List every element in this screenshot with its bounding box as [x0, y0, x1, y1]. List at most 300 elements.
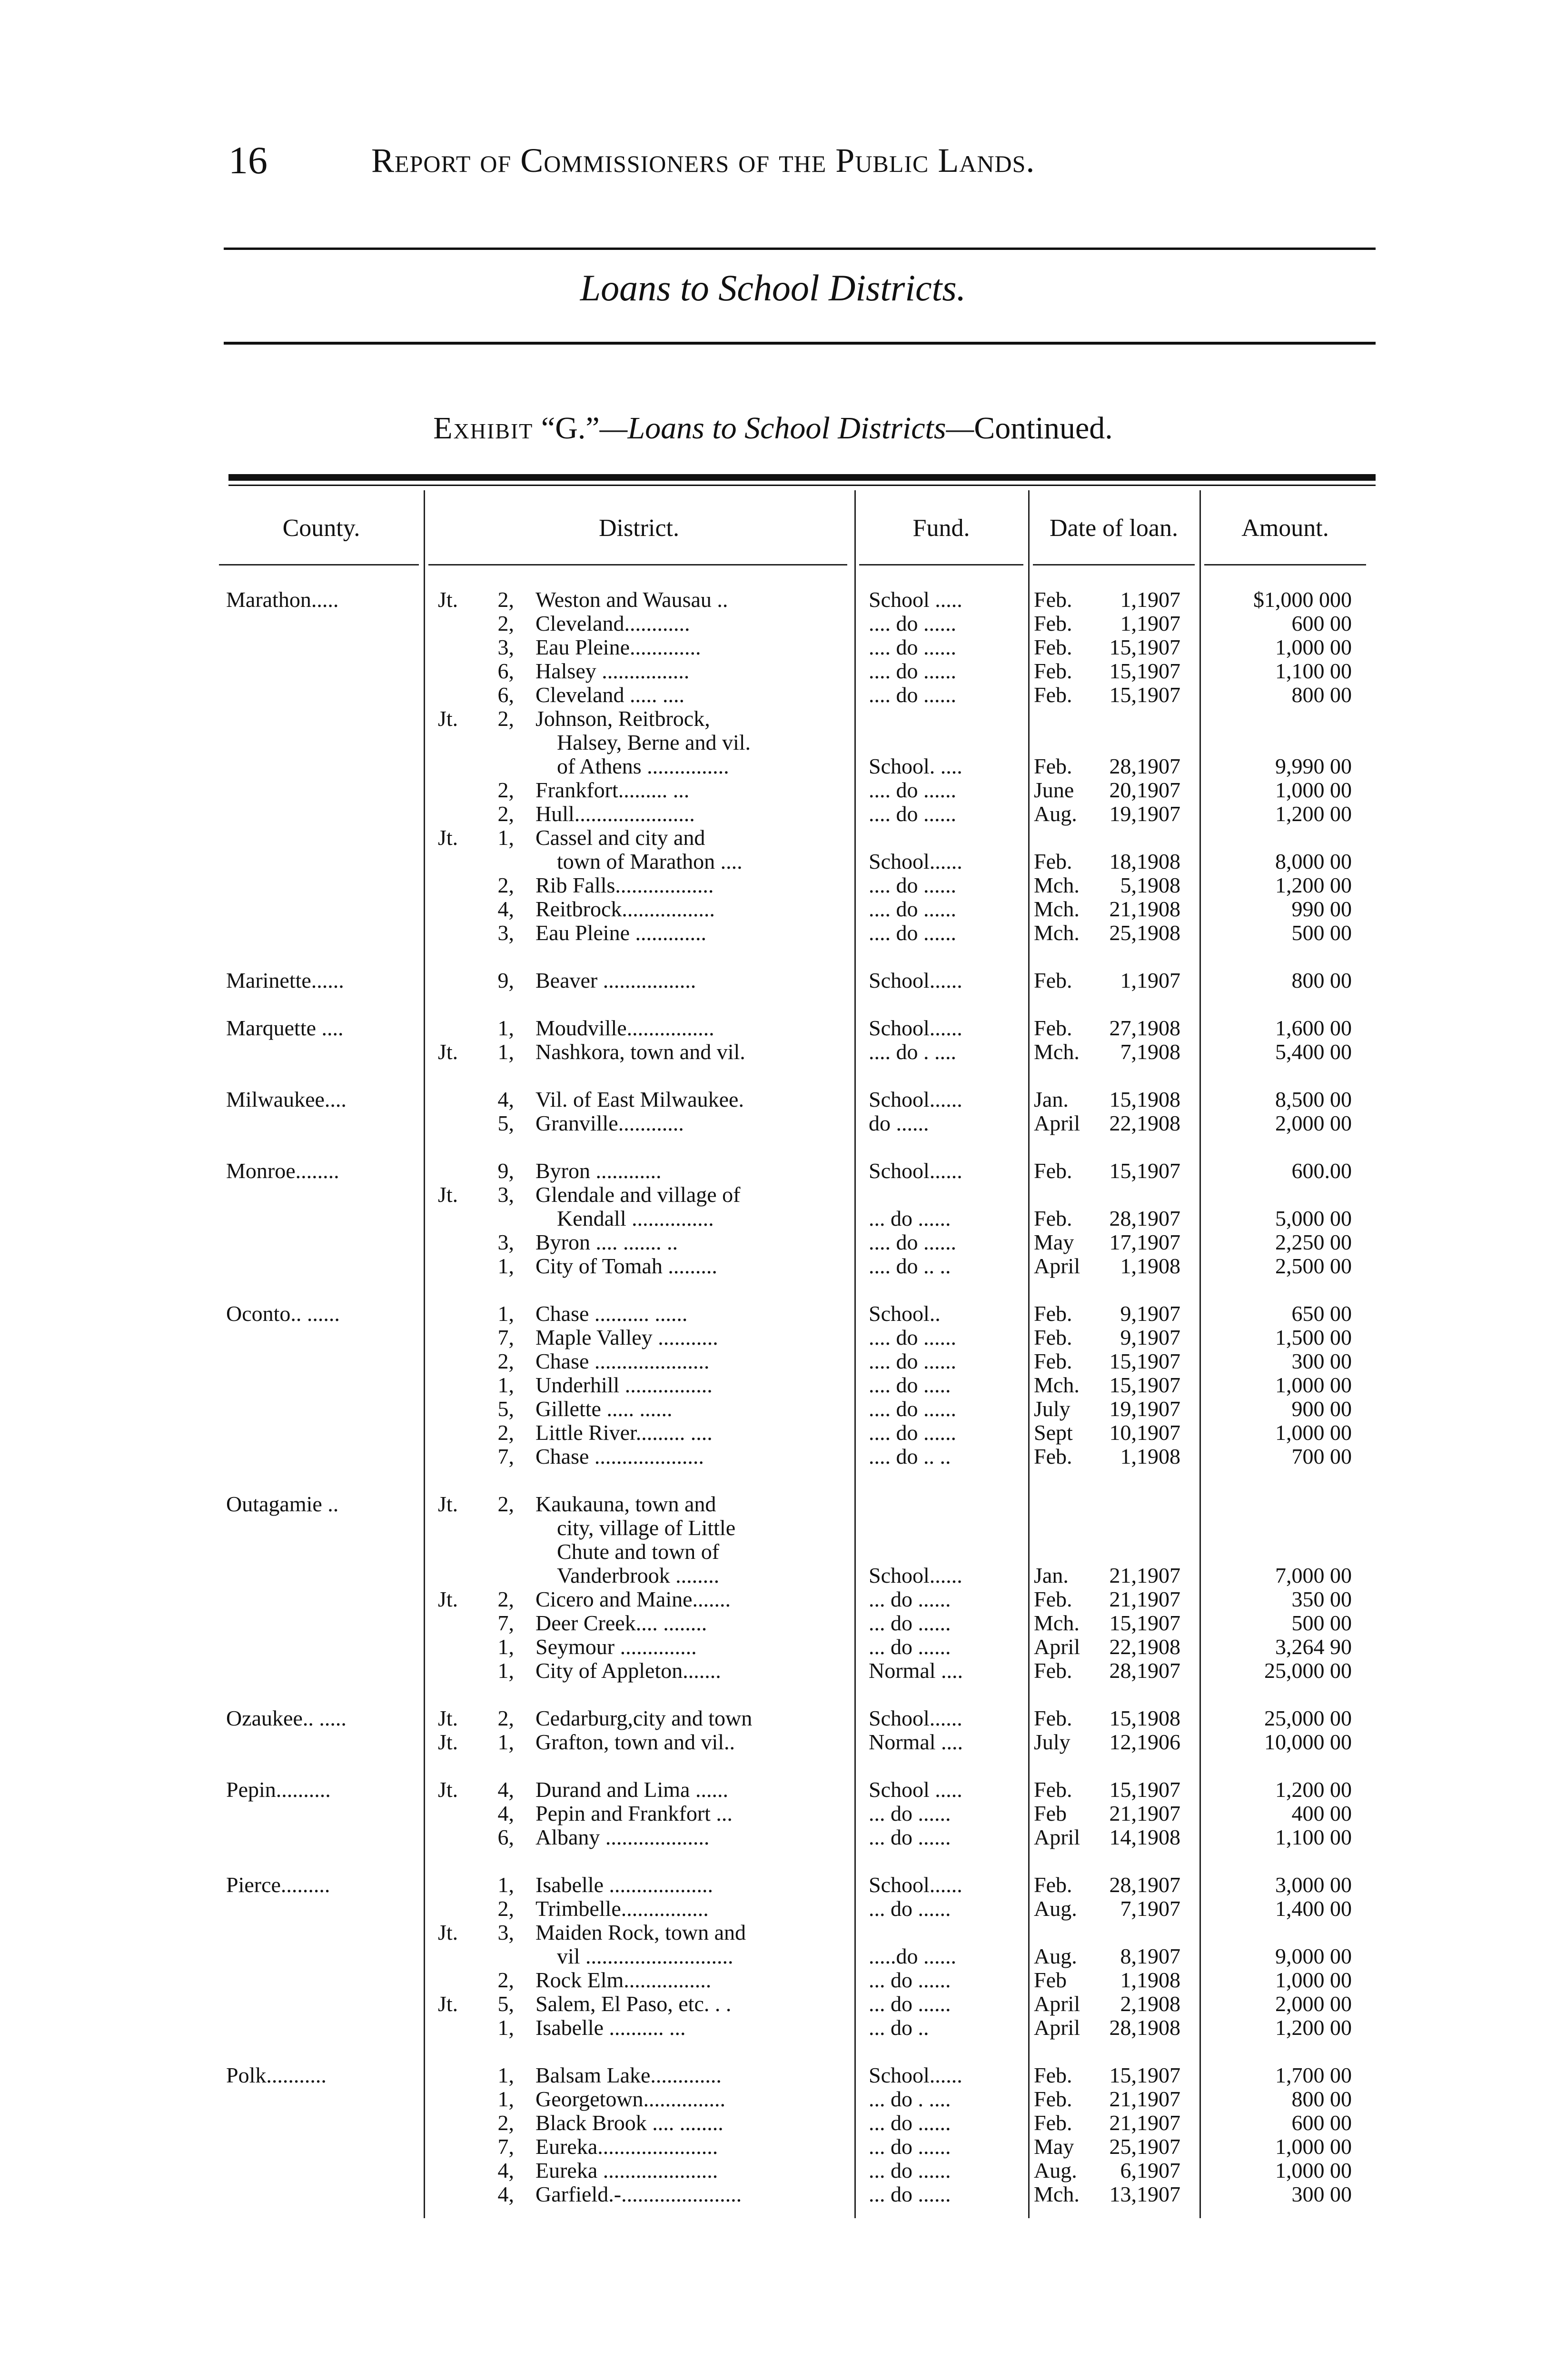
table-row [219, 969, 1371, 992]
loan-day-year: 20,1907 [1109, 778, 1180, 802]
loan-amount: 1,700 00 [1275, 2063, 1352, 2087]
district-name: Rib Falls.................. [535, 873, 714, 897]
table-row [219, 802, 1371, 826]
header-date: Date of loan. [1049, 515, 1178, 542]
loan-day-year: 13,1907 [1109, 2182, 1180, 2206]
county-name: Ozaukee.. ..... [226, 1706, 347, 1730]
district-number: 7, [497, 1326, 514, 1349]
fund-name: .... do ...... [869, 778, 956, 802]
fund-name: .... do ...... [869, 1349, 956, 1373]
loan-amount: 8,500 00 [1275, 1088, 1352, 1111]
table-row [219, 1825, 1371, 1849]
district-name: Johnson, Reitbrock, [535, 707, 710, 731]
loan-amount: 1,200 00 [1275, 873, 1352, 897]
loan-day-year: 12,1906 [1109, 1730, 1180, 1754]
district-number: 1, [497, 2087, 514, 2111]
group-gap [219, 1135, 1371, 1159]
district-number: 2, [497, 1492, 514, 1516]
loan-month: July [1034, 1730, 1070, 1754]
loan-month: Mch. [1034, 897, 1080, 921]
fund-name: ... do ...... [869, 1897, 951, 1921]
district-name: Kendall ............... [557, 1207, 714, 1230]
district-name: Eureka ..................... [535, 2159, 718, 2182]
loan-day-year: 28,1907 [1109, 1659, 1180, 1683]
loan-month: Feb. [1034, 1778, 1072, 1802]
fund-name: .....do ...... [869, 1944, 956, 1968]
county-name: Marinette...... [226, 969, 344, 992]
loan-month: Feb. [1034, 1326, 1072, 1349]
district-number: 2, [497, 1349, 514, 1373]
loan-day-year: 7,1907 [1120, 1897, 1180, 1921]
loan-amount: 10,000 00 [1264, 1730, 1352, 1754]
district-number: 4, [497, 897, 514, 921]
fund-name: School...... [869, 1564, 962, 1587]
table-row [219, 921, 1371, 945]
loan-day-year: 1,1907 [1120, 612, 1180, 635]
county-name: Oconto.. ...... [226, 1302, 340, 1326]
joint-marker: Jt. [438, 1921, 458, 1944]
district-name: vil ........................... [557, 1944, 733, 1968]
fund-name: School...... [869, 1873, 962, 1897]
group-gap [219, 945, 1371, 969]
district-name: Grafton, town and vil.. [535, 1730, 735, 1754]
district-number: 2, [497, 2111, 514, 2135]
fund-name: School...... [869, 2063, 962, 2087]
table-row [219, 1897, 1371, 1921]
fund-name: Normal .... [869, 1659, 963, 1683]
joint-marker: Jt. [438, 1587, 458, 1611]
loan-day-year: 22,1908 [1109, 1111, 1180, 1135]
fund-name: .... do ...... [869, 659, 956, 683]
district-name: Little River......... .... [535, 1421, 713, 1445]
fund-name: .... do ...... [869, 897, 956, 921]
loan-day-year: 21,1907 [1109, 2087, 1180, 2111]
loan-amount: 9,000 00 [1275, 1944, 1352, 1968]
district-number: 2, [497, 588, 514, 612]
loan-day-year: 15,1908 [1109, 1088, 1180, 1111]
loan-day-year: 27,1908 [1109, 1016, 1180, 1040]
district-name: Eau Pleine ............. [535, 921, 706, 945]
table-row [219, 2135, 1371, 2159]
loan-day-year: 25,1907 [1109, 2135, 1180, 2159]
loan-day-year: 1,1908 [1120, 1445, 1180, 1468]
table-row [219, 1088, 1371, 1111]
loan-day-year: 5,1908 [1120, 873, 1180, 897]
table-row [219, 2016, 1371, 2040]
loan-amount: 5,400 00 [1275, 1040, 1352, 1064]
loan-month: Feb. [1034, 612, 1072, 635]
loan-month: Feb. [1034, 1587, 1072, 1611]
loan-month: April [1034, 1254, 1080, 1278]
district-number: 5, [497, 1397, 514, 1421]
header-county: County. [282, 515, 360, 542]
table-row [219, 1944, 1371, 1968]
district-number: 4, [497, 2182, 514, 2206]
district-name: city, village of Little [557, 1516, 736, 1540]
loan-amount: 600.00 [1291, 1159, 1352, 1183]
group-gap [219, 2040, 1371, 2063]
table-top-rule-thick [228, 474, 1376, 481]
fund-name: .... do ...... [869, 1326, 956, 1349]
loan-day-year: 22,1908 [1109, 1635, 1180, 1659]
fund-name: .... do .. .. [869, 1445, 951, 1468]
loan-month: Feb. [1034, 850, 1072, 873]
county-name: Pepin.......... [226, 1778, 331, 1802]
district-number: 1, [497, 1659, 514, 1683]
loan-month: Sept [1034, 1421, 1073, 1445]
loan-amount: 1,400 00 [1275, 1897, 1352, 1921]
loan-day-year: 6,1907 [1120, 2159, 1180, 2182]
fund-name: do ...... [869, 1111, 929, 1135]
district-name: Trimbelle................ [535, 1897, 709, 1921]
group-gap [219, 1849, 1371, 1873]
district-name: Pepin and Frankfort ... [535, 1802, 733, 1825]
district-number: 9, [497, 969, 514, 992]
table-row [219, 826, 1371, 850]
district-name: Garfield.-...................... [535, 2182, 742, 2206]
district-number: 4, [497, 2159, 514, 2182]
table-row [219, 1611, 1371, 1635]
loan-day-year: 21,1907 [1109, 1802, 1180, 1825]
loan-month: April [1034, 1992, 1080, 2016]
table-row [219, 1492, 1371, 1516]
table-top-rule-thin [228, 485, 1376, 486]
fund-name: ... do .. [869, 2016, 929, 2040]
district-name: Frankfort......... ... [535, 778, 690, 802]
fund-name: ... do ...... [869, 1802, 951, 1825]
district-number: 3, [497, 1921, 514, 1944]
fund-name: School ..... [869, 1778, 962, 1802]
fund-name: School...... [869, 1088, 962, 1111]
table-row [219, 683, 1371, 707]
loan-amount: 1,000 00 [1275, 1373, 1352, 1397]
fund-name: .... do ...... [869, 873, 956, 897]
fund-name: School...... [869, 1159, 962, 1183]
loan-amount: 7,000 00 [1275, 1564, 1352, 1587]
district-name: Kaukauna, town and [535, 1492, 716, 1516]
district-name: Eureka...................... [535, 2135, 718, 2159]
loan-month: Feb. [1034, 1159, 1072, 1183]
loan-month: April [1034, 1825, 1080, 1849]
table-row [219, 1706, 1371, 1730]
county-name: Monroe........ [226, 1159, 339, 1183]
table-row [219, 2159, 1371, 2182]
loan-amount: 500 00 [1291, 921, 1352, 945]
district-name: Beaver ................. [535, 969, 696, 992]
loan-month: Feb [1034, 1968, 1067, 1992]
fund-name: .... do ...... [869, 1230, 956, 1254]
district-name: Gillette ..... ...... [535, 1397, 673, 1421]
group-gap [219, 1754, 1371, 1778]
district-name: Byron .... ....... .. [535, 1230, 678, 1254]
loan-month: Mch. [1034, 873, 1080, 897]
district-name: Rock Elm................ [535, 1968, 712, 1992]
loans-table [219, 490, 1371, 2223]
loan-month: Feb. [1034, 1706, 1072, 1730]
loan-amount: 650 00 [1291, 1302, 1352, 1326]
table-row [219, 1016, 1371, 1040]
group-gap [219, 1278, 1371, 1302]
district-number: 2, [497, 612, 514, 635]
district-name: Maiden Rock, town and [535, 1921, 746, 1944]
loan-amount: 25,000 00 [1264, 1706, 1352, 1730]
table-row [219, 1516, 1371, 1540]
table-row [219, 588, 1371, 612]
loan-amount: 2,500 00 [1275, 1254, 1352, 1278]
loan-day-year: 19,1907 [1109, 1397, 1180, 1421]
district-name: Hull...................... [535, 802, 695, 826]
loan-amount: 800 00 [1291, 969, 1352, 992]
table-row [219, 1730, 1371, 1754]
fund-name: ... do ...... [869, 2135, 951, 2159]
fund-name: .... do ...... [869, 802, 956, 826]
table-row [219, 1373, 1371, 1397]
table-row [219, 778, 1371, 802]
exhibit-label: Exhibit [433, 411, 534, 446]
loan-month: Feb [1034, 1802, 1067, 1825]
district-name: Balsam Lake............. [535, 2063, 722, 2087]
exhibit-title: —Loans to School Districts— [599, 411, 974, 446]
district-name: of Athens ............... [557, 754, 729, 778]
district-number: 1, [497, 1373, 514, 1397]
loan-amount: 1,000 00 [1275, 1968, 1352, 1992]
district-number: 1, [497, 2016, 514, 2040]
loan-amount: 1,200 00 [1275, 1778, 1352, 1802]
joint-marker: Jt. [438, 1992, 458, 2016]
table-row [219, 1445, 1371, 1468]
district-name: Underhill ................ [535, 1373, 713, 1397]
header-rule-top [224, 248, 1376, 250]
county-name: Polk........... [226, 2063, 327, 2087]
fund-name: .... do .. .. [869, 1254, 951, 1278]
loan-amount: 3,000 00 [1275, 1873, 1352, 1897]
district-number: 1, [497, 1730, 514, 1754]
fund-name: Normal .... [869, 1730, 963, 1754]
loan-amount: 2,000 00 [1275, 1992, 1352, 2016]
loan-day-year: 15,1907 [1109, 635, 1180, 659]
loan-amount: 2,000 00 [1275, 1111, 1352, 1135]
fund-name: School...... [869, 969, 962, 992]
loan-amount: 1,000 00 [1275, 635, 1352, 659]
loan-amount: 400 00 [1291, 1802, 1352, 1825]
exhibit-heading [0, 410, 1546, 446]
table-row [219, 1302, 1371, 1326]
loan-month: April [1034, 1635, 1080, 1659]
district-name: Seymour .............. [535, 1635, 697, 1659]
district-number: 6, [497, 1825, 514, 1849]
loan-amount: 600 00 [1291, 2111, 1352, 2135]
exhibit-id: “G.” [541, 411, 600, 446]
loan-day-year: 21,1907 [1109, 1587, 1180, 1611]
joint-marker: Jt. [438, 1778, 458, 1802]
loan-day-year: 19,1907 [1109, 802, 1180, 826]
header-underline-date [1033, 564, 1195, 565]
district-number: 1, [497, 1016, 514, 1040]
loan-amount: 1,000 00 [1275, 2135, 1352, 2159]
table-row [219, 1540, 1371, 1564]
loan-month: Feb. [1034, 2087, 1072, 2111]
loan-day-year: 2,1908 [1120, 1992, 1180, 2016]
loan-day-year: 10,1907 [1109, 1421, 1180, 1445]
loan-amount: 9,990 00 [1275, 754, 1352, 778]
fund-name: .... do ..... [869, 1373, 951, 1397]
district-number: 2, [497, 873, 514, 897]
district-number: 2, [497, 1587, 514, 1611]
district-name: Reitbrock................. [535, 897, 715, 921]
exhibit-suffix: Continued. [974, 411, 1113, 446]
header-rule-bottom [224, 342, 1376, 345]
running-title: Report of Commissioners of the Public Lands. [371, 141, 1035, 179]
loan-amount: 990 00 [1291, 897, 1352, 921]
district-number: 6, [497, 659, 514, 683]
table-row [219, 1349, 1371, 1373]
loan-day-year: 9,1907 [1120, 1326, 1180, 1349]
loan-month: Mch. [1034, 2182, 1080, 2206]
header-amount: Amount. [1241, 515, 1329, 542]
group-gap [219, 1064, 1371, 1088]
table-row [219, 1254, 1371, 1278]
loan-day-year: 28,1908 [1109, 2016, 1180, 2040]
loan-month: Feb. [1034, 969, 1072, 992]
table-row [219, 1326, 1371, 1349]
fund-name: .... do . .... [869, 1040, 956, 1064]
table-row [219, 731, 1371, 754]
district-name: Granville............ [535, 1111, 684, 1135]
district-name: Isabelle ................... [535, 1873, 714, 1897]
county-name: Marquette .... [226, 1016, 344, 1040]
district-number: 7, [497, 1611, 514, 1635]
district-number: 4, [497, 1088, 514, 1111]
loan-amount: 1,000 00 [1275, 1421, 1352, 1445]
district-name: Cleveland............ [535, 612, 690, 635]
page-number: 16 [228, 139, 268, 182]
loan-day-year: 8,1907 [1120, 1944, 1180, 1968]
joint-marker: Jt. [438, 1040, 458, 1064]
table-row [219, 850, 1371, 873]
table-row [219, 1921, 1371, 1944]
loan-month: Aug. [1034, 2159, 1077, 2182]
district-number: 3, [497, 921, 514, 945]
table-row [219, 1159, 1371, 1183]
loan-amount: 600 00 [1291, 612, 1352, 635]
fund-name: ... do ...... [869, 2182, 951, 2206]
fund-name: ... do ...... [869, 1611, 951, 1635]
district-number: 4, [497, 1802, 514, 1825]
group-gap [219, 1468, 1371, 1492]
loan-month: Feb. [1034, 1659, 1072, 1683]
loan-month: Aug. [1034, 1944, 1077, 1968]
loan-amount: 3,264 90 [1275, 1635, 1352, 1659]
table-row [219, 1111, 1371, 1135]
district-name: Halsey, Berne and vil. [557, 731, 751, 754]
table-row [219, 1778, 1371, 1802]
fund-name: ... do ...... [869, 1968, 951, 1992]
loan-amount: 1,000 00 [1275, 778, 1352, 802]
district-name: Halsey ................ [535, 659, 690, 683]
loan-amount: 500 00 [1291, 1611, 1352, 1635]
loan-month: Mch. [1034, 1373, 1080, 1397]
loan-amount: 1,200 00 [1275, 2016, 1352, 2040]
table-row [219, 1207, 1371, 1230]
district-name: Black Brook .... ........ [535, 2111, 723, 2135]
joint-marker: Jt. [438, 1730, 458, 1754]
loan-day-year: 15,1907 [1109, 1349, 1180, 1373]
header-underline-fund [859, 564, 1023, 565]
district-number: 3, [497, 1183, 514, 1207]
district-number: 5, [497, 1992, 514, 2016]
loan-month: Feb. [1034, 1873, 1072, 1897]
district-number: 2, [497, 1706, 514, 1730]
district-name: Byron ............ [535, 1159, 662, 1183]
header-underline-county [219, 564, 419, 565]
joint-marker: Jt. [438, 1706, 458, 1730]
loan-month: Aug. [1034, 802, 1077, 826]
table-row [219, 1968, 1371, 1992]
table-row [219, 1635, 1371, 1659]
table-row [219, 2182, 1371, 2206]
loan-amount: 700 00 [1291, 1445, 1352, 1468]
loan-day-year: 15,1908 [1109, 1706, 1180, 1730]
district-name: Moudville................ [535, 1016, 714, 1040]
district-number: 9, [497, 1159, 514, 1183]
loan-month: June [1034, 778, 1074, 802]
table-body [219, 588, 1371, 2206]
district-number: 5, [497, 1111, 514, 1135]
table-row [219, 612, 1371, 635]
district-number: 2, [497, 707, 514, 731]
loan-month: Feb. [1034, 659, 1072, 683]
loan-amount: 1,100 00 [1275, 1825, 1352, 1849]
table-row [219, 1587, 1371, 1611]
loan-day-year: 28,1907 [1109, 1873, 1180, 1897]
loan-month: Feb. [1034, 754, 1072, 778]
loan-day-year: 14,1908 [1109, 1825, 1180, 1849]
loan-month: April [1034, 1111, 1080, 1135]
group-gap [219, 992, 1371, 1016]
loan-day-year: 28,1907 [1109, 1207, 1180, 1230]
loan-day-year: 15,1907 [1109, 683, 1180, 707]
table-row [219, 2111, 1371, 2135]
fund-name: .... do ...... [869, 612, 956, 635]
table-row [219, 1873, 1371, 1897]
loan-day-year: 15,1907 [1109, 2063, 1180, 2087]
loan-amount: 2,250 00 [1275, 1230, 1352, 1254]
loan-month: Feb. [1034, 2063, 1072, 2087]
county-name: Marathon..... [226, 588, 339, 612]
district-name: Cicero and Maine....... [535, 1587, 731, 1611]
district-name: Durand and Lima ...... [535, 1778, 728, 1802]
loan-month: April [1034, 2016, 1080, 2040]
district-name: City of Tomah ......... [535, 1254, 717, 1278]
loan-day-year: 7,1908 [1120, 1040, 1180, 1064]
table-row [219, 1802, 1371, 1825]
fund-name: .... do ...... [869, 635, 956, 659]
district-number: 1, [497, 1302, 514, 1326]
loan-month: Jan. [1034, 1564, 1069, 1587]
loan-amount: $1,000 000 [1253, 588, 1352, 612]
loan-amount: 1,100 00 [1275, 659, 1352, 683]
fund-name: School.. [869, 1302, 941, 1326]
loan-day-year: 1,1908 [1120, 1968, 1180, 1992]
table-row [219, 2063, 1371, 2087]
district-name: Vanderbrook ........ [557, 1564, 720, 1587]
header-fund: Fund. [912, 515, 970, 542]
table-row [219, 1397, 1371, 1421]
table-row [219, 707, 1371, 731]
district-name: City of Appleton....... [535, 1659, 721, 1683]
district-number: 7, [497, 1445, 514, 1468]
loan-amount: 900 00 [1291, 1397, 1352, 1421]
